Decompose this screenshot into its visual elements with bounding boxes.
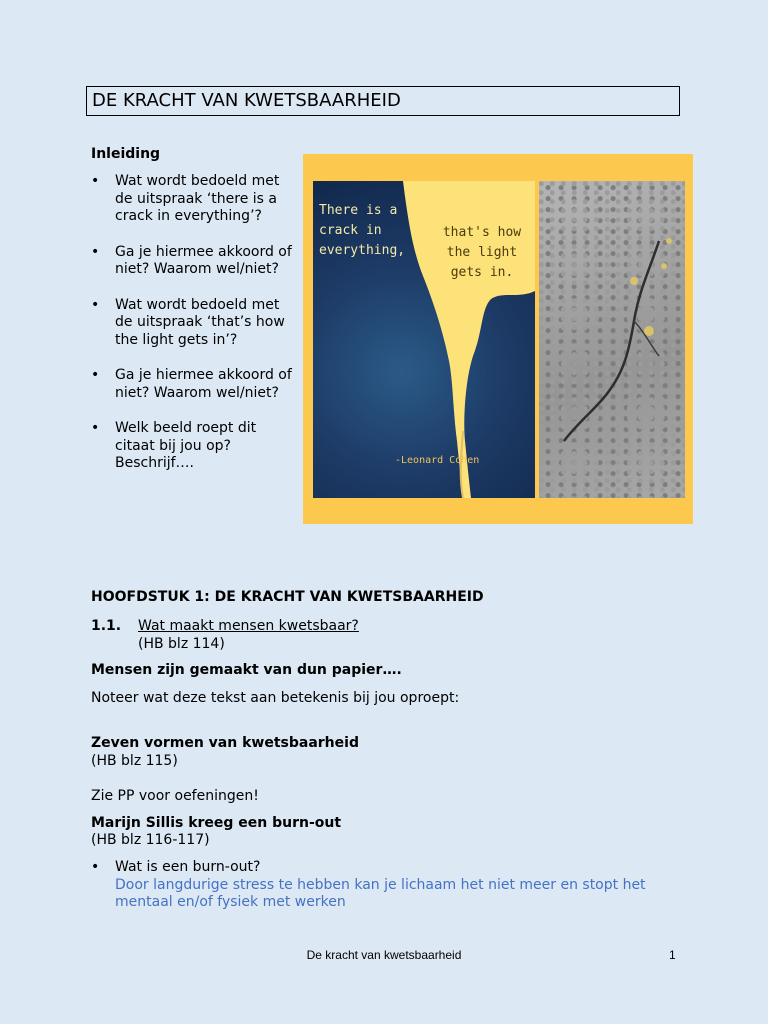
section-number: 1.1. [91, 618, 122, 634]
footer-title: De kracht van kwetsbaarheid [306, 948, 462, 962]
bullet-icon: • [91, 859, 100, 875]
intro-question: • Wat wordt bedoeld met de uitspraak ‘there is a crack in everything’? [91, 173, 296, 226]
asphalt-crack-illustration [539, 181, 685, 498]
intro-question: • Ga je hiermee akkoord of niet? Waarom wel/niet? [91, 244, 296, 279]
section-reference: (HB blz 114) [138, 636, 225, 652]
document-title: DE KRACHT VAN KWETSBAARHEID [86, 86, 680, 116]
quote-author: -Leonard Cohen [395, 455, 480, 466]
subsection-heading-forms: Zeven vormen van kwetsbaarheid [91, 735, 359, 751]
chapter-heading: HOOFDSTUK 1: DE KRACHT VAN KWETSBAARHEID [91, 589, 484, 605]
subsection-instruction: Noteer wat deze tekst aan betekenis bij jou oproept: [91, 690, 460, 706]
subsection-reference: (HB blz 116-117) [91, 832, 210, 848]
intro-question: • Wat wordt bedoeld met de uitspraak ‘that’s how the light gets in’? [91, 297, 296, 350]
burnout-question: Wat is een burn-out? [115, 859, 261, 875]
intro-question-list [91, 173, 296, 491]
intro-heading: Inleiding [91, 146, 161, 162]
intro-question: • Welk beeld roept dit citaat bij jou op? Beschrijf…. [91, 420, 296, 473]
cracked-asphalt-photo [539, 181, 685, 498]
leonard-cohen-quote-poster [313, 181, 535, 498]
page-number: 1 [669, 948, 676, 962]
quote-right-text: that's how the light gets in. [442, 225, 522, 280]
burnout-answer: Door langdurige stress te hebben kan je lichaam het niet meer en stopt het mentaal en/of fysiek met werken [115, 876, 646, 910]
subsection-heading-burnout: Marijn Sillis kreeg een burn-out [91, 815, 342, 831]
subsection-note: Zie PP voor oefeningen! [91, 788, 259, 804]
quote-image-frame [303, 154, 693, 524]
subsection-heading-paper: Mensen zijn gemaakt van dun papier…. [91, 662, 402, 678]
subsection-reference: (HB blz 115) [91, 753, 178, 769]
burnout-question-item [91, 859, 691, 912]
quote-left-text: There is a crack in everything, [319, 203, 406, 258]
intro-question: • Ga je hiermee akkoord of niet? Waarom wel/niet? [91, 367, 296, 402]
section-title: Wat maakt mensen kwetsbaar? [138, 618, 359, 634]
